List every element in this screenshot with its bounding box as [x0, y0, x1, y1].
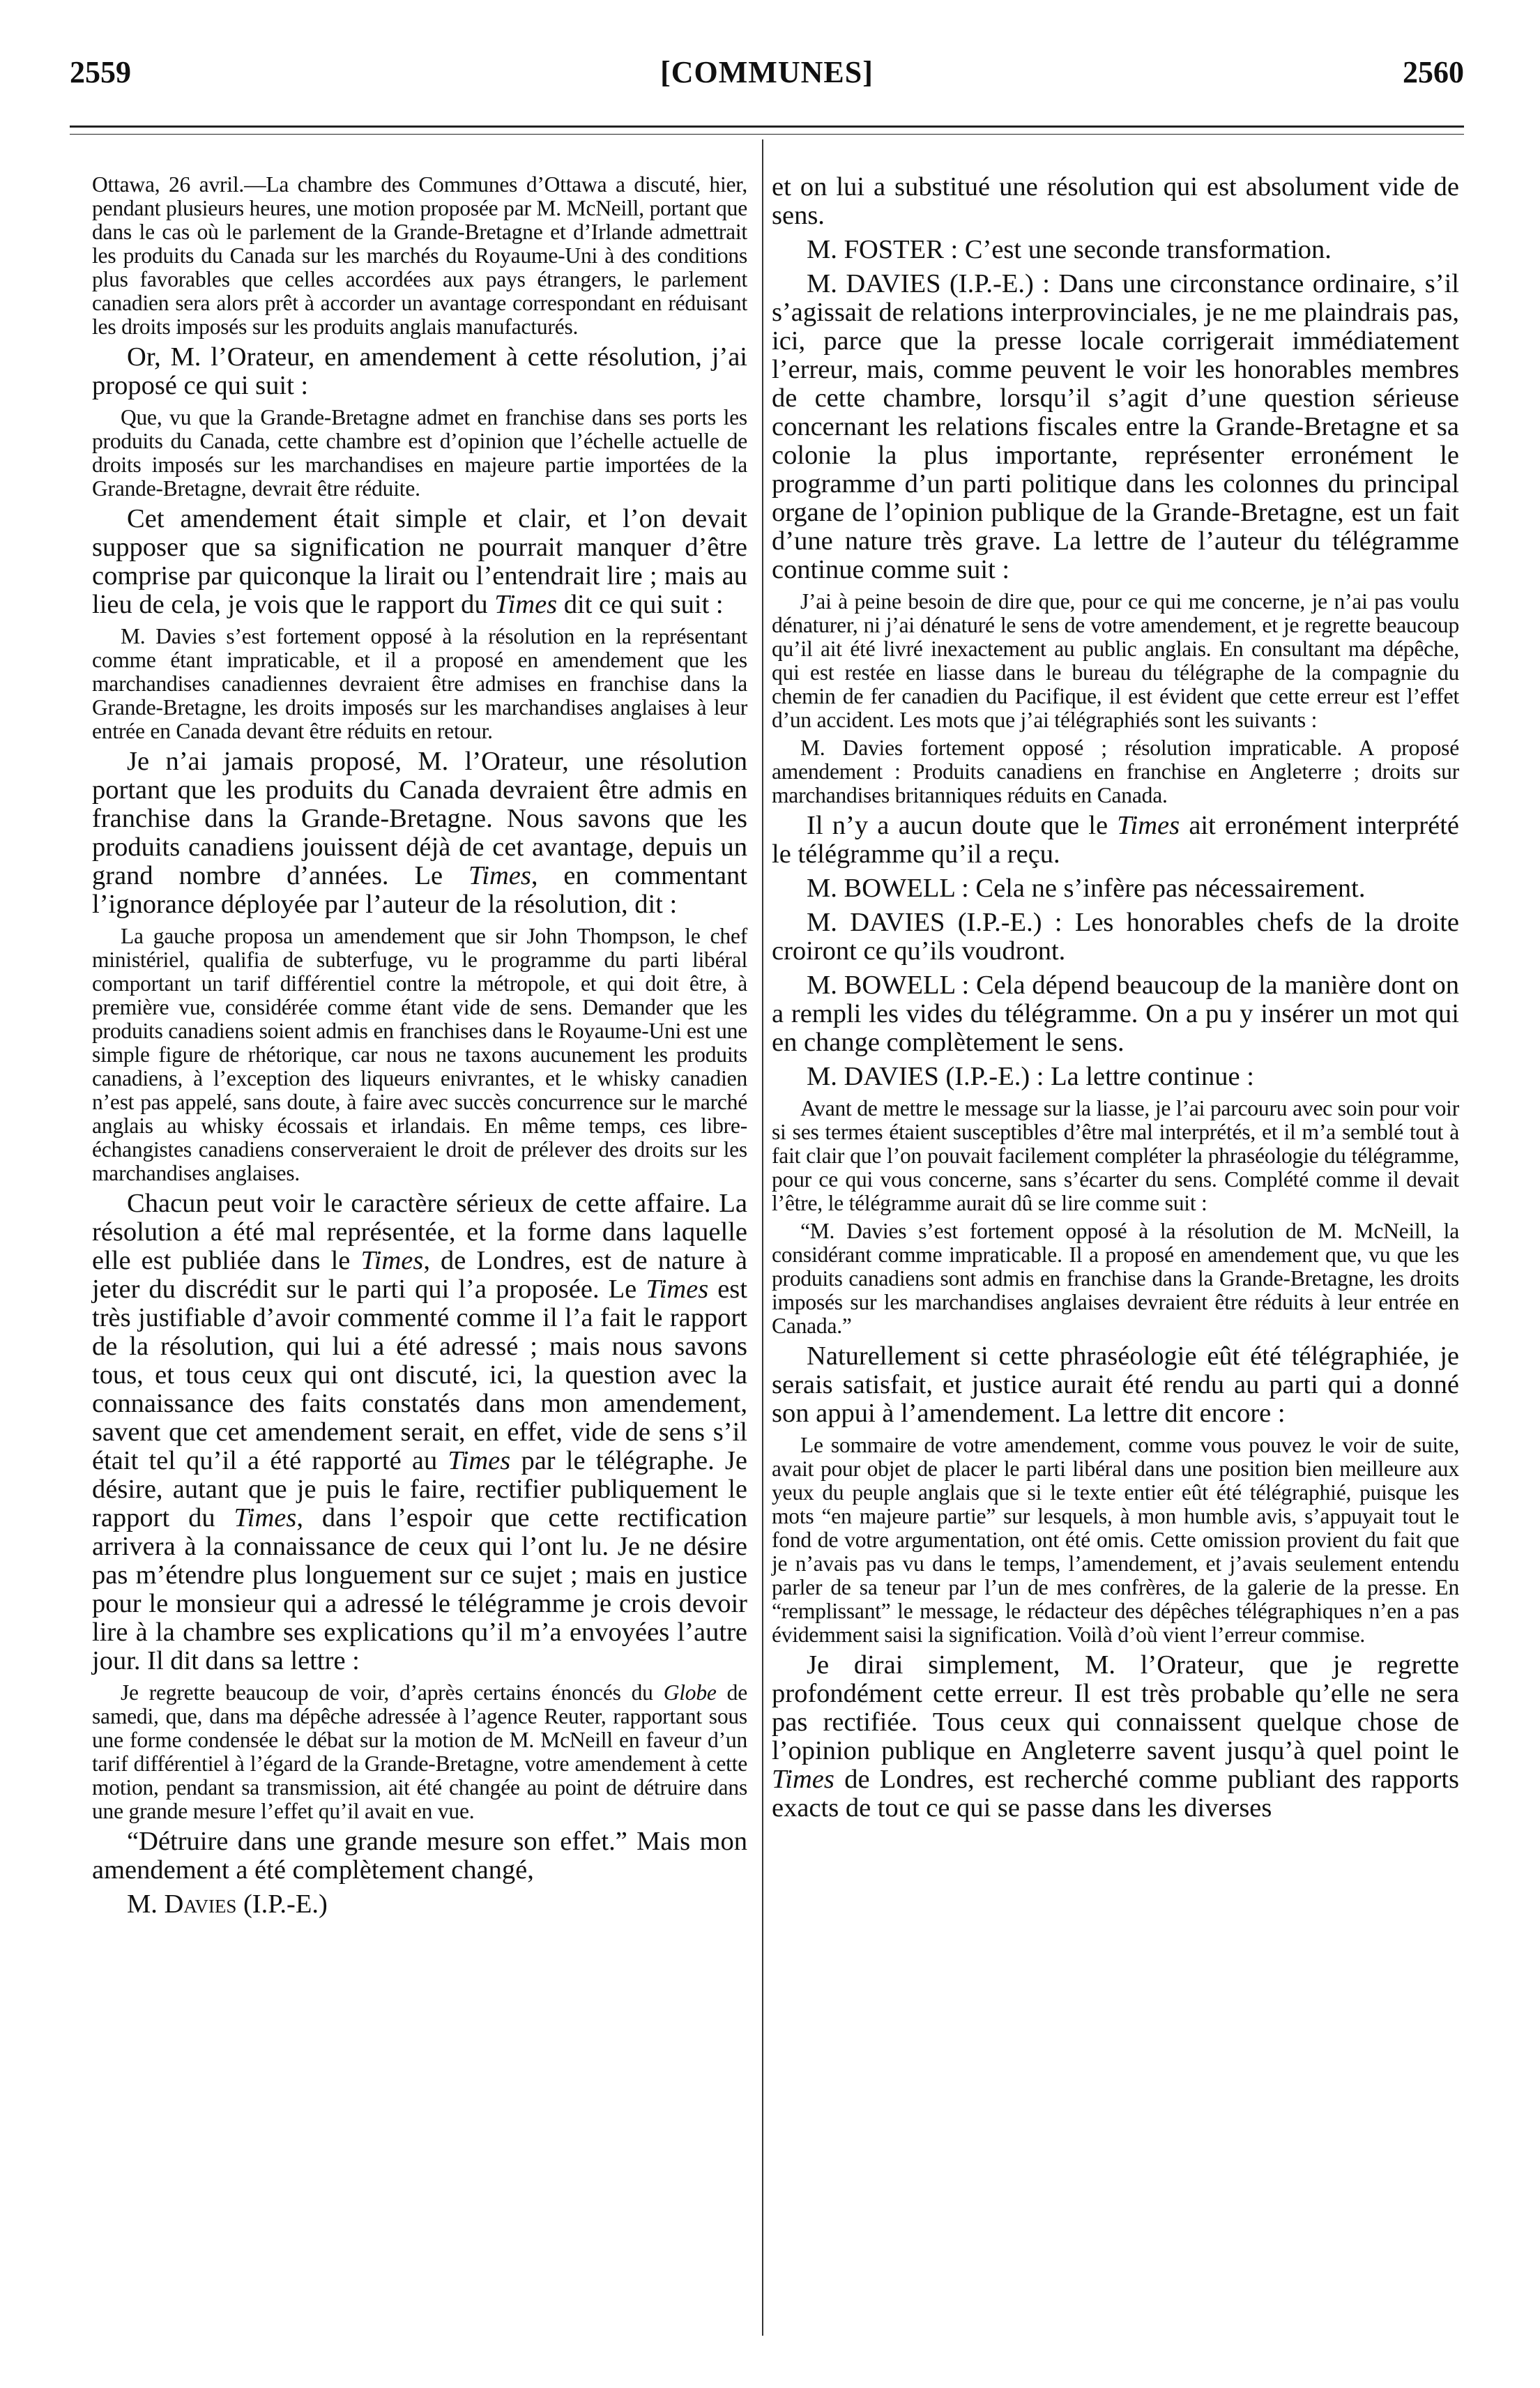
speaker-footer: M. Davies (I.P.-E.) [127, 1889, 328, 1919]
quote-times-report: M. Davies s’est fortement opposé à la résolution en la représentant comme étant impraticable, et il a proposé en amendement que les marchandises canadiennes devraient être admises en franchise dans la Grande-Bretagne, les droits imposés sur les marchandises anglaises à leur entrée en Canada devant être réduits en retour. [92, 624, 747, 743]
left-column [92, 173, 747, 1924]
paragraph: Naturellement si cette phraséologie eût été télégraphiée, je serais satisfait, et justice aurait été rendu au parti qui a donné son appui à l’amendement. La lettre dit encore : [772, 1341, 1459, 1428]
speaker-paragraph: M. BOWELL : Cela ne s’infère pas nécessairement. [807, 874, 1366, 903]
page-title: [COMMUNES] [660, 55, 874, 89]
right-column [772, 173, 1459, 1828]
page-header [70, 54, 1464, 96]
paragraph: Je n’ai jamais proposé, M. l’Orateur, une résolution portant que les produits du Canada devraient être admis en franchise dans la Grande-Bretagne. Nous savons que les produits canadiens jouissent déjà de cet avantage, depuis un grand nombre d’années. Le Times, en commentant l’ignorance déployée par l’auteur de la résolution, dit : [92, 747, 747, 919]
page-number-right: 2560 [1403, 55, 1464, 89]
quote-letter: Le sommaire de votre amendement, comme vous pouvez le voir de suite, avait pour objet de placer le parti libéral dans une position bien meilleure aux yeux du peuple anglais que si le texte entier eût été télégraphié, puisque les mots “en majeure partie” sur lesquels, à mon humble avis, s’appuyait tout le fond de votre argumentation, ont été omis. Cette omission provient du fait que je n’avais pas vu dans le temps, l’amendement, et j’avais seulement entendu parler de sa teneur par l’un de mes confrères, de la galerie de la presse. En “remplissant” le message, le rédacteur des dépêches télégraphiques n’en a pas évidemment saisi la signification. Voilà d’où vient l’erreur commise. [772, 1433, 1459, 1647]
quote-times-comment: La gauche proposa un amendement que sir John Thompson, le chef ministériel, qualifia de subterfuge, vu le programme du parti libéral comportant un tarif différentiel contre la métropole, et qui doit être, à première vue, considérée comme étant vide de sens. Demander que les produits canadiens soient admis en franchises dans le Royaume-Uni est une simple figure de rhétorique, car nous ne taxons aucunement les produits canadiens, à l’exception des liqueurs enivrantes, et le whisky canadien n’est pas appelé, sans doute, à faire avec succès concurrence sur le marché anglais au whisky écossais et irlandais. En même temps, ces libre-échangistes canadiens conserveraient le droit de prélever des droits sur les marchandises anglaises. [92, 924, 747, 1185]
column-divider [762, 139, 763, 2336]
speaker-paragraph: M. DAVIES (I.P.-E.) : Les honorables chefs de la droite croiront ce qu’ils voudront. [772, 908, 1459, 966]
header-rule-thick [70, 126, 1464, 128]
quote-telegram-completed: “M. Davies s’est fortement opposé à la résolution de M. McNeill, la considérant comme impraticable. Il a proposé en amendement que, vu que les produits canadiens sont admis en franchise dans la Grande-Bretagne, les droits imposés sur les marchandises anglaises devraient être réduits à leur entrée en Canada.” [772, 1219, 1459, 1338]
paragraph: “Détruire dans une grande mesure son effet.” Mais mon amendement a été complètement changé, [92, 1827, 747, 1885]
paragraph: Or, M. l’Orateur, en amendement à cette résolution, j’ai proposé ce qui suit : [92, 342, 747, 400]
paragraph: Il n’y a aucun doute que le Times ait erronément interprété le télégramme qu’il a reçu. [772, 811, 1459, 869]
quote-amendment: Que, vu que la Grande-Bretagne admet en franchise dans ses ports les produits du Canada, cette chambre est d’opinion que l’échelle actuelle de droits imposés sur les marchandises en majeure partie importées de la Grande-Bretagne, devrait être réduite. [92, 405, 747, 501]
header-rule-thin [70, 134, 1464, 135]
page-number-left: 2559 [70, 55, 131, 89]
quote-letter: Avant de mettre le message sur la liasse, je l’ai parcouru avec soin pour voir si ses termes étaient susceptibles d’être mal interprétés, et il m’a semblé tout à fait clair que l’on pouvait facilement compléter la phraséologie du télégramme, pour ce qui vous concerne, sans s’écarter du sens. Complété comme il devait l’être, le télégramme aurait dû se lire comme suit : [772, 1096, 1459, 1215]
speaker-paragraph: M. FOSTER : C’est une seconde transformation. [807, 235, 1332, 264]
paragraph: et on lui a substitué une résolution qui est absolument vide de sens. [772, 172, 1459, 230]
speaker-paragraph: M. BOWELL : Cela dépend beaucoup de la manière dont on a rempli les vides du télégramme. On a pu y insérer un mot qui en change complètement le sens. [772, 971, 1459, 1057]
quote-letter: J’ai à peine besoin de dire que, pour ce qui me concerne, je n’ai pas voulu dénaturer, ni j’ai dénaturé le sens de votre amendement, et je regrette beaucoup qu’il ait été livré inexactement au public anglais. En consultant ma dépêche, qui est restée en liasse dans le bureau du télégraphe de la compagnie du chemin de fer canadien du Pacifique, il est évident que cette erreur est l’effet d’un accident. Les mots que j’ai télégraphiés sont les suivants : [772, 589, 1459, 732]
quote-telegram: M. Davies fortement opposé ; résolution impraticable. A proposé amendement : Produits canadiens en franchise en Angleterre ; droits sur marchandises britanniques réduits en Canada. [772, 736, 1459, 807]
paragraph: Je dirai simplement, M. l’Orateur, que je regrette profondément cette erreur. Il est très probable qu’elle ne sera pas rectifiée. Tous ceux qui connaissent quelque chose de l’opinion publique en Angleterre savent jusqu’à quel point le Times de Londres, est recherché comme publiant des rapports exacts de tout ce qui se passe dans les diverses [772, 1650, 1459, 1823]
paragraph: Chacun peut voir le caractère sérieux de cette affaire. La résolution a été mal représentée, et la forme dans laquelle elle est publiée dans le Times, de Londres, est de nature à jeter du discrédit sur le parti qui l’a proposée. Le Times est très justifiable d’avoir commenté comme il l’a fait le rapport de la résolution, qui lui a été adressé ; mais nous savons tous, et tous ceux qui ont discuté, ici, la question avec la connaissance des faits constatés dans mon amendement, savent que cet amendement serait, en effet, vide de sens s’il était tel qu’il a été rapporté au Times par le télégraphe. Je désire, autant que je puis le faire, rectifier publiquement le rapport du Times, dans l’espoir que cette rectification arrivera à la connaissance de ceux qui l’ont lu. Je ne désire pas m’étendre plus longuement sur ce sujet ; mais en justice pour le monsieur qui a adressé le télégramme je crois devoir lire à la chambre ses explications qu’il m’a envoyées l’autre jour. Il dit dans sa lettre : [92, 1189, 747, 1675]
quote-news-dispatch: Ottawa, 26 avril.—La chambre des Communes d’Ottawa a discuté, hier, pendant plusieurs heures, une motion proposée par M. McNeill, portant que dans le cas où le parlement de la Grande-Bretagne et d’Irlande admettrait les produits du Canada sur les marchés du Royaume-Uni à des conditions plus favorables que celles accordées aux pays étrangers, le parlement canadien sera alors prêt à accorder un avantage correspondant en réduisant les droits imposés sur les produits anglais manufacturés. [92, 172, 747, 339]
paragraph: Cet amendement était simple et clair, et l’on devait supposer que sa signification ne pourrait manquer d’être comprise par quiconque la lirait ou l’entendrait lire ; mais au lieu de cela, je vois que le rapport du Times dit ce qui suit : [92, 504, 747, 619]
speaker-paragraph: M. DAVIES (I.P.-E.) : Dans une circonstance ordinaire, s’il s’agissait de relations interprovinciales, je ne me plaindrais pas, ici, parce que la presse locale corrigerait immédiatement l’erreur, mais, comme peuvent le voir les honorables membres de cette chambre, lorsqu’il s’agit d’une question sérieuse concernant les relations fiscales entre la Grande-Bretagne et sa colonie la plus importante, représenter erronément le programme d’un parti politique dans les colonnes du principal organe de l’opinion publique de la Grande-Bretagne, est un fait d’une nature très grave. La lettre de l’auteur du télégramme continue comme suit : [772, 269, 1459, 584]
speaker-paragraph: M. DAVIES (I.P.-E.) : La lettre continue : [807, 1062, 1254, 1091]
quote-letter: Je regrette beaucoup de voir, d’après certains énoncés du Globe de samedi, que, dans ma dépêche adressée à l’agence Reuter, rapportant sous une forme condensée le débat sur la motion de M. McNeill en faveur d’un tarif différentiel à l’égard de la Grande-Bretagne, votre amendement à cette motion, pendant sa transmission, ait été changée au point de détruire dans une grande mesure l’effet qu’il avait en vue. [92, 1680, 747, 1823]
